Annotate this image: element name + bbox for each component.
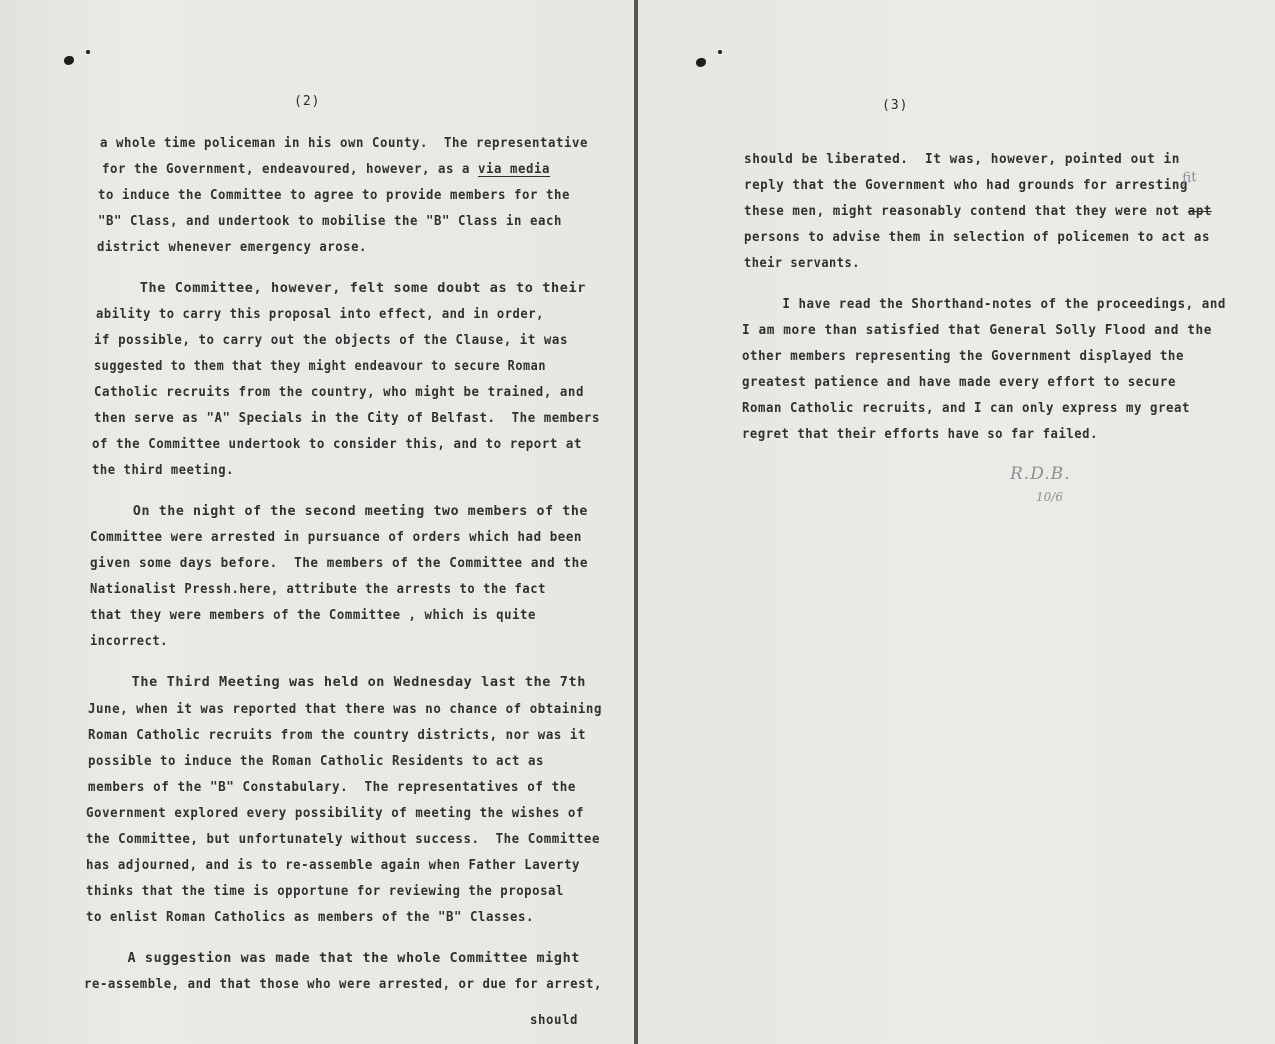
left-text-line [86,910,534,925]
left-text-line [94,385,584,400]
left-text-line [102,162,550,177]
left-text-line [530,1013,578,1028]
left-text-line [88,728,586,743]
left-text-line [96,307,544,322]
line-text: Committee were arrested in pursuance of orders which had been [90,530,582,545]
line-text: On the night of the second meeting two members of the [90,504,588,519]
right-text-line [742,297,1226,312]
right-text-line [744,152,1180,167]
page-number-right: (3) [882,98,909,113]
left-text-line [98,214,562,229]
line-text: Catholic recruits from the country, who might be trained, and [94,385,584,400]
left-text-line [96,281,586,296]
line-text: Nationalist Pressh.here, attribute the arrests to the fact [90,582,546,597]
line-text: thinks that the time is opportune for reviewing the proposal [86,884,564,899]
line-text: re-assemble, and that those who were arrested, or due for arrest, [84,977,602,992]
left-text-line [90,504,588,519]
punch-hole-small [86,50,90,54]
right-text-line [742,375,1176,390]
line-text: a whole time policeman in his own County. The representative [100,136,588,151]
left-text-line [97,240,367,255]
page-right [638,0,1275,1044]
left-text-line [84,977,602,992]
line-text: if possible, to carry out the objects of the Clause, it was [94,333,568,348]
left-text-line [84,951,580,966]
page-left [0,0,634,1044]
right-text-line [742,323,1212,338]
underlined-text: via media [477,162,550,177]
line-text: Roman Catholic recruits, and I can only express my great [742,401,1190,416]
left-text-line [90,556,588,571]
right-text-line [742,427,1098,442]
left-text-line [94,359,546,374]
line-text: "B" Class, and undertook to mobilise the "B" Class in each [98,214,562,229]
line-text: the Committee, but unfortunately without success. The Committee [86,832,600,847]
line-text: A suggestion was made that the whole Committee might [84,951,580,966]
line-text: I am more than satisfied that General Solly Flood and the [742,323,1212,338]
line-text: of the Committee undertook to consider this, and to report at [92,437,582,452]
left-text-line [86,884,564,899]
line-text: has adjourned, and is to re-assemble again when Father Laverty [86,858,580,873]
right-text-line [744,178,1188,193]
line-text: district whenever emergency arose. [97,240,367,255]
line-text: to induce the Committee to agree to provide members for the [98,188,570,203]
line-text: suggested to them that they might endeavour to secure Roman [94,359,546,374]
line-text: the third meeting. [92,463,234,478]
line-text: given some days before. The members of the Committee and the [90,556,588,571]
right-text-line [742,349,1184,364]
left-text-line [94,411,600,426]
line-text: that they were members of the Committee , which is quite [90,608,536,623]
left-text-line [90,582,546,597]
right-text-line [744,230,1210,245]
handwritten-correction: fit [1180,168,1199,188]
left-text-line [90,634,168,649]
left-text-line [94,333,568,348]
line-text: for the Government, endeavoured, however, as a [102,162,478,177]
left-text-line [88,675,586,690]
line-text: Government explored every possibility of meeting the wishes of [86,806,584,821]
line-text: Roman Catholic recruits from the country districts, nor was it [88,728,586,743]
left-text-line [92,463,234,478]
left-text-line [88,702,602,717]
left-text-line [86,858,580,873]
line-text: their servants. [744,256,860,271]
punch-hole [696,58,706,67]
left-text-line [86,832,600,847]
line-text: ability to carry this proposal into effect, and in order, [96,307,544,322]
struck-text: apt [1187,204,1212,219]
line-text: I have read the Shorthand-notes of the proceedings, and [742,297,1226,312]
line-text: to enlist Roman Catholics as members of the "B" Classes. [86,910,534,925]
left-text-line [100,136,588,151]
left-text-line [88,780,576,795]
line-text: other members representing the Government displayed the [742,349,1184,364]
line-text: possible to induce the Roman Catholic Residents to act as [88,754,544,769]
right-text-line [744,204,1212,219]
line-text: should be liberated. It was, however, pointed out in [744,152,1180,167]
line-text: persons to advise them in selection of policemen to act as [744,230,1210,245]
line-text: June, when it was reported that there was no chance of obtaining [88,702,602,717]
page-number-left: (2) [294,94,321,109]
left-text-line [86,806,584,821]
line-text: members of the "B" Constabulary. The representatives of the [88,780,576,795]
left-text-line [90,608,536,623]
line-text: then serve as "A" Specials in the City of Belfast. The members [94,411,600,426]
line-text: The Third Meeting was held on Wednesday last the 7th [88,675,586,690]
left-text-line [92,437,582,452]
left-text-line [90,530,582,545]
line-text: regret that their efforts have so far failed. [742,427,1098,442]
right-text-line [744,256,860,271]
line-text: incorrect. [90,634,168,649]
handwritten-initials: R.D.B. [1010,464,1071,484]
handwritten-date: 10/6 [1036,490,1063,504]
line-text: should [530,1013,578,1028]
left-text-line [88,754,544,769]
line-text: The Committee, however, felt some doubt as to their [96,281,586,296]
right-text-line [742,401,1190,416]
line-text: greatest patience and have made every effort to secure [742,375,1176,390]
punch-hole-small [718,50,722,54]
line-text: these men, might reasonably contend that they were not [744,204,1188,219]
line-text: reply that the Government who had grounds for arresting [744,178,1188,193]
punch-hole [64,56,74,65]
left-text-line [98,188,570,203]
